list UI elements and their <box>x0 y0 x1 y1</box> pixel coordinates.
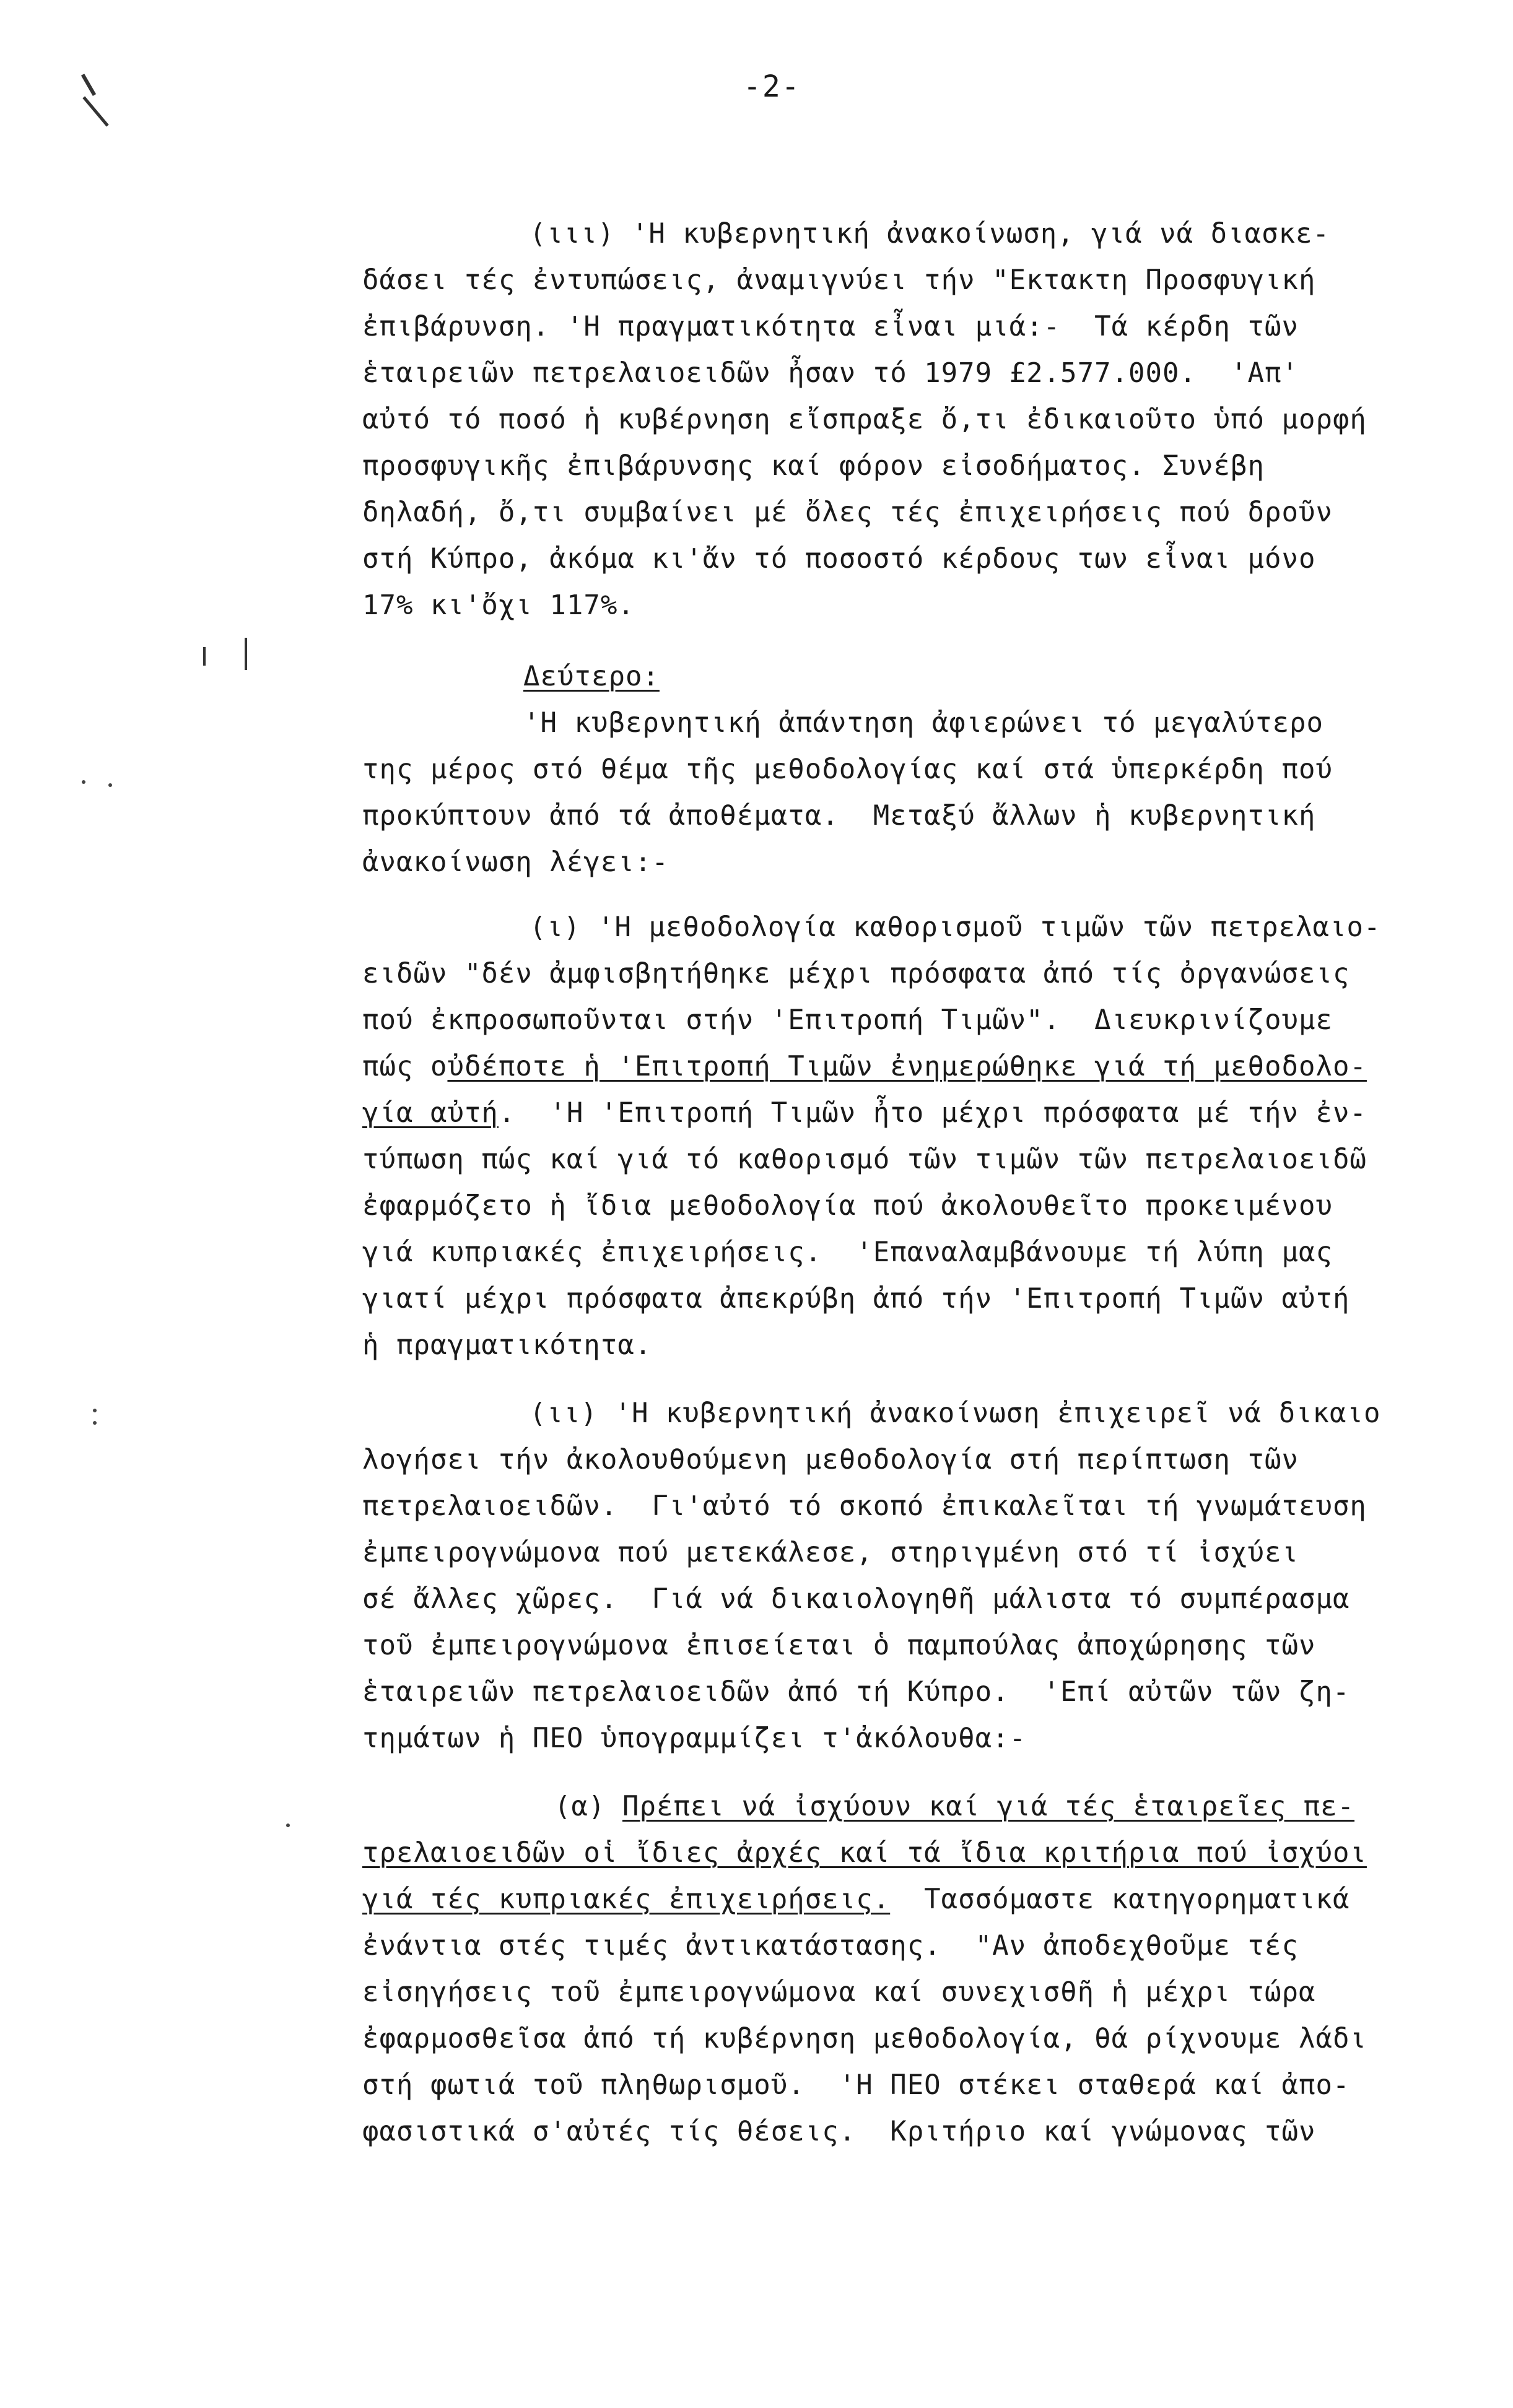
margin-mark <box>245 638 247 670</box>
paragraph-ii <box>362 1390 1452 1762</box>
text-line: ἀνακοίνωση λέγει:- <box>362 846 669 878</box>
section-heading: Δεύτερο: <box>523 661 660 692</box>
text-line: ἐφαρμοσθεῖσα ἀπό τή κυβέρνηση μεθοδολογία, θά ρίχνουμε λάδι <box>362 2023 1367 2054</box>
text-line: ἐνάντια στές τιμές ἀντικατάστασης. "Αν ἀποδεχθοῦμε τές <box>362 1930 1299 1962</box>
page-number: -2- <box>743 69 801 104</box>
text-line: εἰσηγήσεις τοῦ ἐμπειρογνώμονα καί συνεχισθῆ ἡ μέχρι τώρα <box>362 1976 1316 2008</box>
text-line: ἑταιρειῶν πετρελαιοειδῶν ἀπό τή Κύπρο. 'Επί αὐτῶν τῶν ζη- <box>362 1676 1350 1708</box>
margin-dot <box>108 783 112 787</box>
text-line: λογήσει τήν ἀκολουθούμενη μεθοδολογία στή περίπτωση τῶν <box>362 1444 1299 1476</box>
paragraph-a <box>362 1783 1452 2155</box>
text-line: σέ ἄλλες χῶρες. Γιά νά δικαιολογηθῆ μάλιστα τό συμπέρασμα <box>362 1583 1350 1615</box>
text-line: ἡ πραγματικότητα. <box>362 1329 652 1361</box>
text-line: στή Κύπρο, ἀκόμα κι'ἄν τό ποσοστό κέρδους των εἶναι μόνο <box>362 543 1316 575</box>
margin-dot <box>286 1823 290 1827</box>
text-line: 17% κι'ὄχι 117%. <box>362 589 635 621</box>
text-line: πού ἐκπροσωποῦνται στήν 'Επιτροπή Τιμῶν". Διευκρινίζουμε <box>362 1004 1333 1036</box>
corner-mark <box>82 96 108 126</box>
text-line: ειδῶν "δέν ἀμφισβητήθηκε μέχρι πρόσφατα ἀπό τίς ὀργανώσεις <box>362 958 1350 989</box>
underlined-text: Πρέπει νά ἰσχύουν καί γιά τές ἑταιρεῖες πε- <box>622 1791 1355 1822</box>
text-line: ἐμπειρογνώμονα πού μετεκάλεσε, στηριγμένη στό τί ἰσχύει <box>362 1537 1299 1568</box>
text-line: (ιι) 'Η κυβερνητική ἀνακοίνωση ἐπιχειρεῖ νά δικαιο <box>530 1397 1381 1429</box>
text-segment: πώς ο <box>362 1051 448 1082</box>
text-line: γιατί μέχρι πρόσφατα ἀπεκρύβη ἀπό τήν 'Επιτροπή Τιμῶν αὐτή <box>362 1283 1350 1315</box>
text-line: της μέρος στό θέμα τῆς μεθοδολογίας καί στά ὑπερκέρδη πού <box>362 754 1333 785</box>
text-line: (ιιι) 'Η κυβερνητική ἀνακοίνωση, γιά νά διασκε- <box>530 218 1330 250</box>
text-line: πετρελαιοειδῶν. Γι'αὐτό τό σκοπό ἐπικαλεῖται τή γνωμάτευση <box>362 1490 1367 1522</box>
text-line: δηλαδή, ὄ,τι συμβαίνει μέ ὄλες τές ἐπιχειρήσεις πού δροῦν <box>362 497 1333 528</box>
underlined-text: ὐδέποτε ἡ 'Επιτροπή Τιμῶν ἐνημερώθηκε γιά τή μεθοδολο- <box>447 1051 1367 1082</box>
text-line: δάσει τές ἐντυπώσεις, ἀναμιγνύει τήν "Εκτακτη Προσφυγική <box>362 264 1316 296</box>
text-line: προκύπτουν ἀπό τά ἀποθέματα. Μεταξύ ἄλλων ἡ κυβερνητική <box>362 800 1316 832</box>
text-line: στή φωτιά τοῦ πληθωρισμοῦ. 'Η ΠΕΟ στέκει σταθερά καί ἀπο- <box>362 2069 1350 2101</box>
text-line: ἐφαρμόζετο ἡ ἴδια μεθοδολογία πού ἀκολουθεῖτο προκειμένου <box>362 1190 1333 1222</box>
margin-mark <box>203 647 206 666</box>
paragraph-iii <box>362 211 1452 628</box>
paragraph-i <box>362 904 1452 1368</box>
underlined-text: τρελαιοειδῶν οἱ ἴδιες ἀρχές καί τά ἴδια κριτήρια πού ἰσχύοι <box>362 1837 1367 1869</box>
margin-dot <box>82 780 85 784</box>
underlined-text: γιά τές κυπριακές ἐπιχειρήσεις. <box>362 1884 891 1915</box>
corner-mark <box>81 74 96 96</box>
margin-dot <box>93 1421 97 1425</box>
text-line: ἐπιβάρυνση. 'Η πραγματικότητα εἶναι μιά:- Τά κέρδη τῶν <box>362 311 1299 342</box>
text-line: αὐτό τό ποσό ἡ κυβέρνηση εἴσπραξε ὄ,τι ἐδικαιοῦτο ὑπό μορφή <box>362 404 1367 435</box>
margin-dot <box>93 1409 97 1412</box>
text-line: γιά κυπριακές ἐπιχειρήσεις. 'Επαναλαμβάνουμε τή λύπη μας <box>362 1237 1333 1268</box>
paragraph-deutero <box>362 653 1452 885</box>
text-segment: Τασσόμαστε κατηγορηματικά <box>890 1884 1350 1915</box>
text-line: 'Η κυβερνητική ἀπάντηση ἀφιερώνει τό μεγαλύτερο <box>523 707 1324 739</box>
text-line: τοῦ ἐμπειρογνώμονα ἐπισείεται ὁ παμπούλας ἀποχώρησης τῶν <box>362 1630 1316 1661</box>
text-line: φασιστικά σ'αὐτές τίς θέσεις. Κριτήριο καί γνώμονας τῶν <box>362 2116 1316 2147</box>
text-segment: . 'Η 'Επιτροπή Τιμῶν ἦτο μέχρι πρόσφατα μέ τήν ἐν- <box>498 1097 1367 1129</box>
text-line: τύπωση πώς καί γιά τό καθορισμό τῶν τιμῶν τῶν πετρελαιοειδῶ <box>362 1144 1367 1175</box>
text-line: προσφυγικῆς ἐπιβάρυνσης καί φόρον εἰσοδήματος. Συνέβη <box>362 450 1265 482</box>
text-line: τημάτων ἡ ΠΕΟ ὑπογραμμίζει τ'ἀκόλουθα:- <box>362 1723 1027 1754</box>
text-line: ἑταιρειῶν πετρελαιοειδῶν ἦσαν τό 1979 £2.577.000. 'Απ' <box>362 357 1299 389</box>
underlined-text: γία αὐτή <box>362 1097 499 1129</box>
text-segment: (α) <box>554 1791 622 1822</box>
text-line: (ι) 'Η μεθοδολογία καθορισμοῦ τιμῶν τῶν πετρελαιο- <box>530 911 1381 943</box>
